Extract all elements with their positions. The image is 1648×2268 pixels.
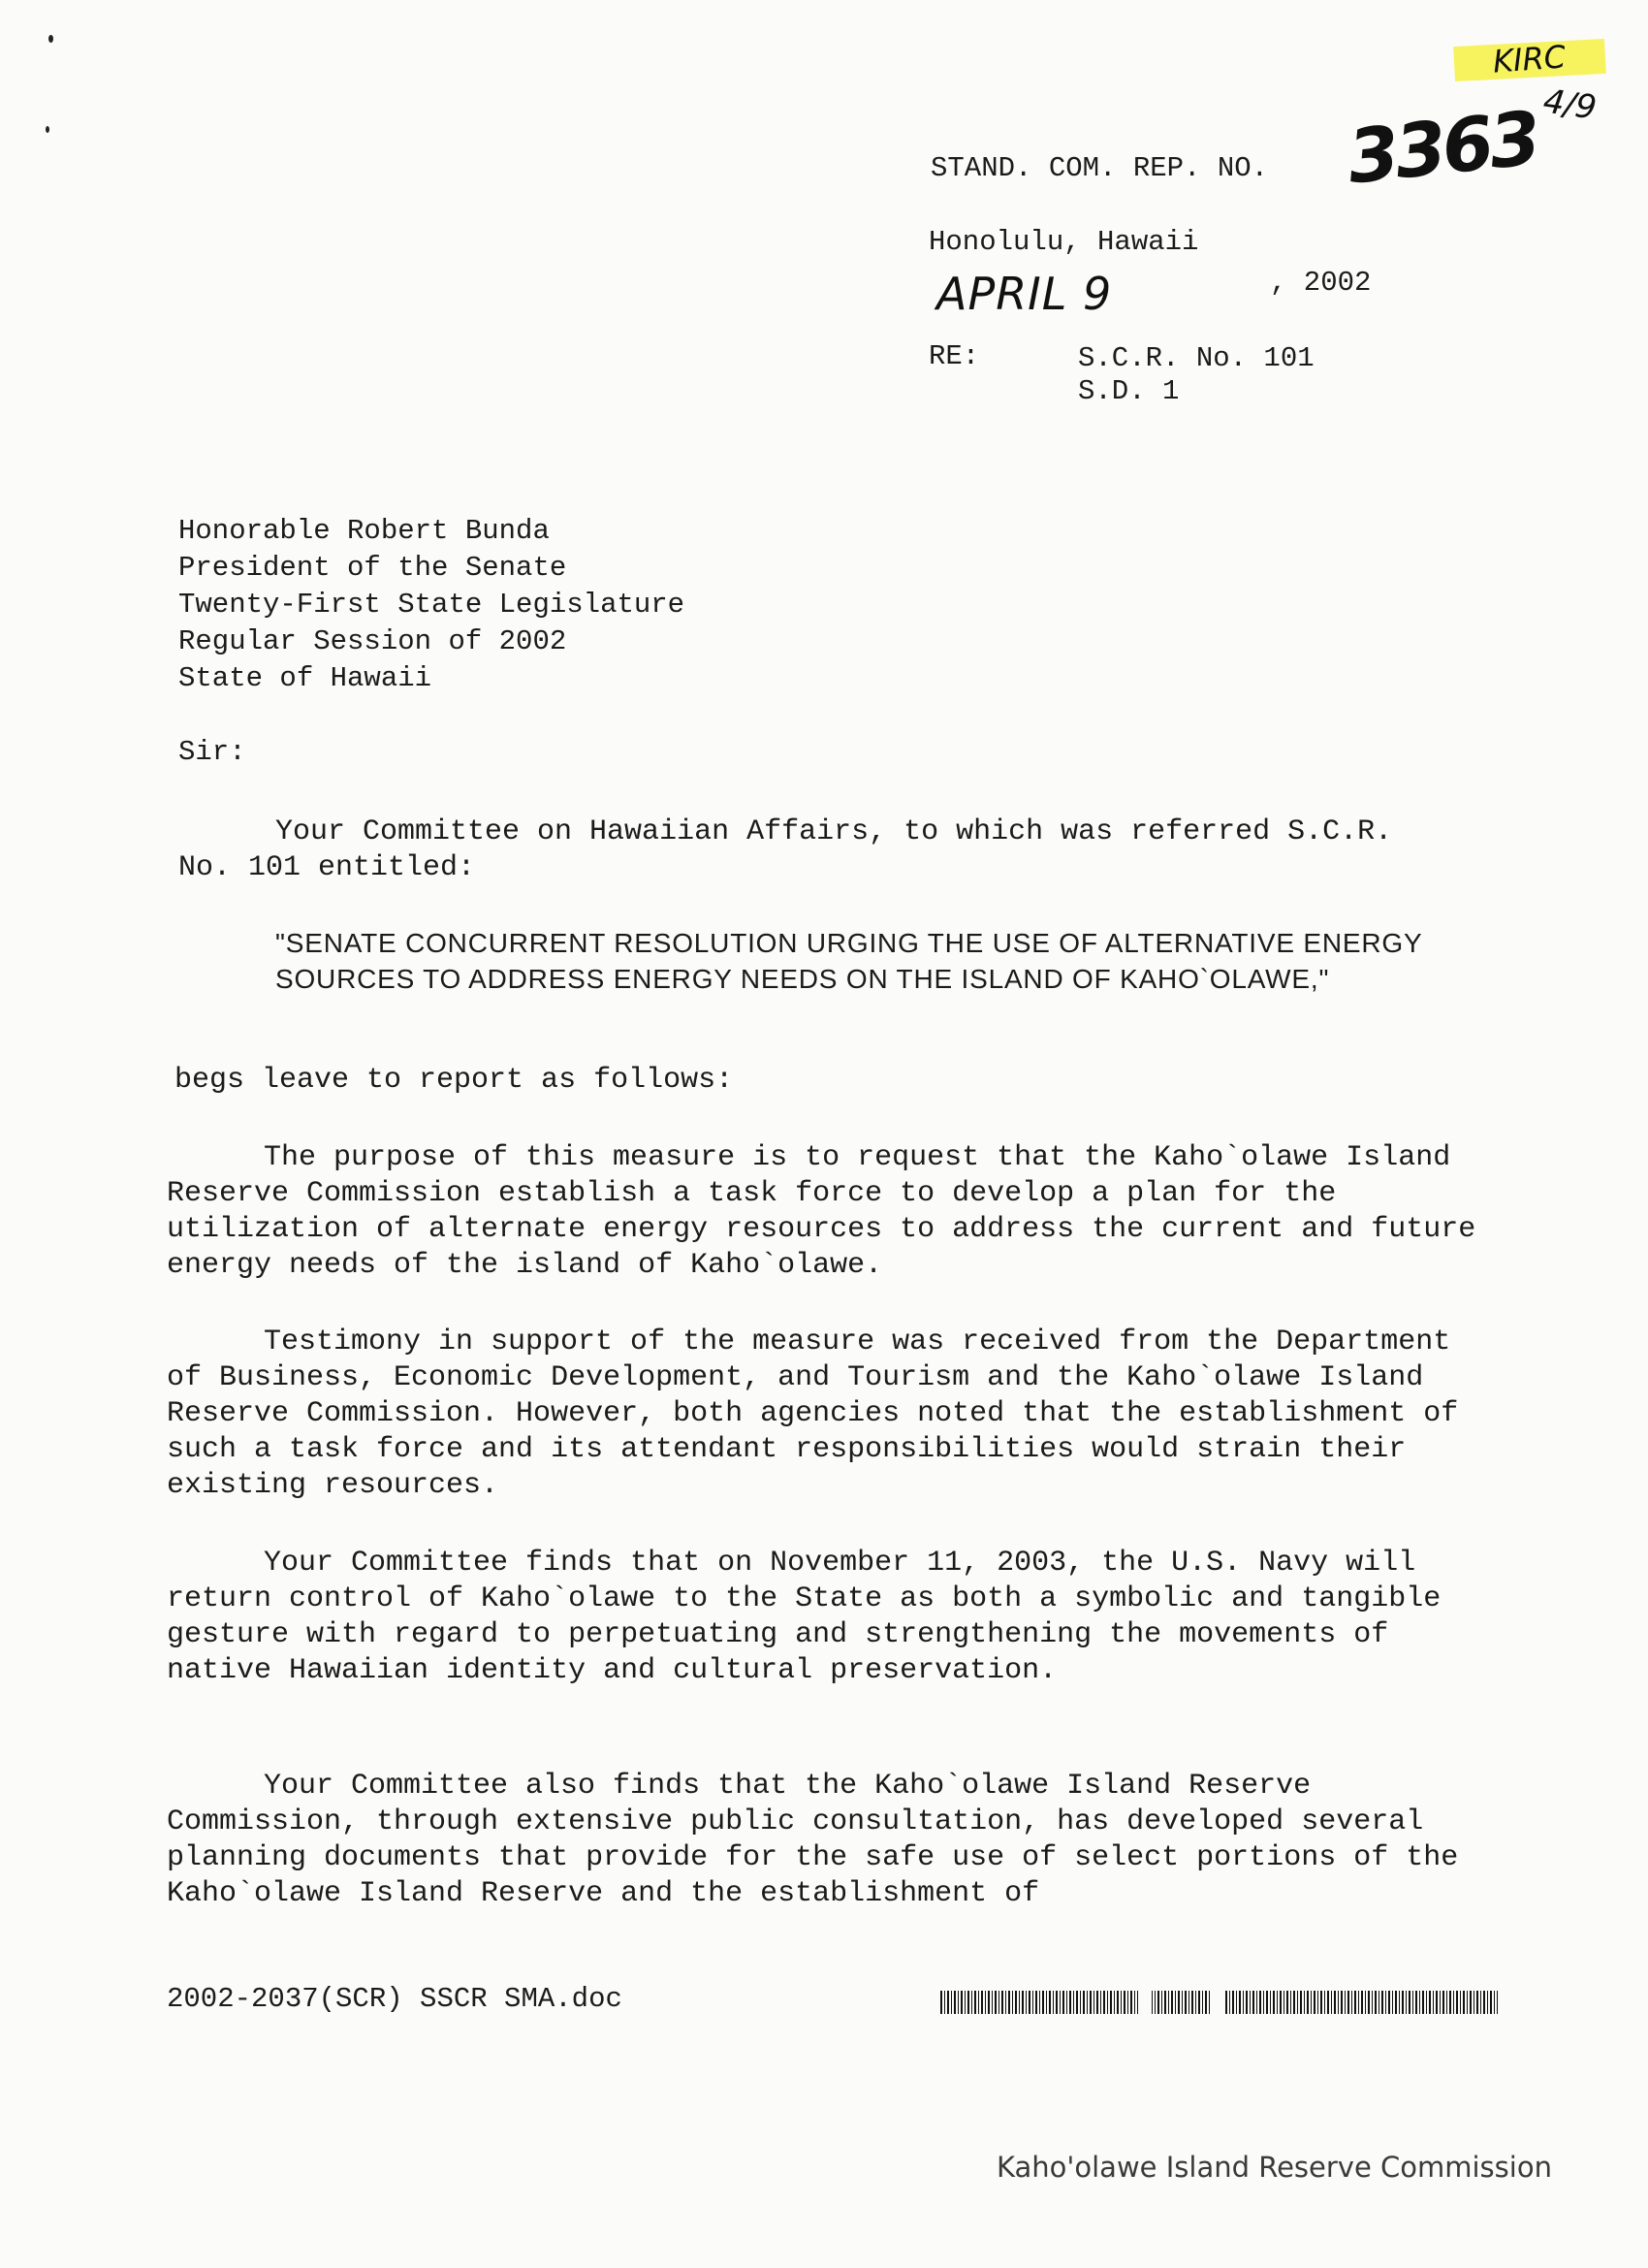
intro-text: Your Committee on Hawaiian Affairs, to which was referred S.C.R. No. 101 entitled: <box>178 815 1393 884</box>
addressee-line: Twenty-First State Legislature <box>178 589 685 621</box>
handwritten-report-number: 3363 <box>1344 94 1541 201</box>
addressee-line: State of Hawaii <box>178 662 432 694</box>
resolution-title: "SENATE CONCURRENT RESOLUTION URGING THE USE OF ALTERNATIVE ENERGY SOURCES TO ADDRESS ENERGY NEEDS ON THE ISLAND OF KAHO`OLAWE," <box>275 928 1422 994</box>
re-measure: S.C.R. No. 101 <box>1078 342 1315 374</box>
handwritten-date-fraction: 4/9 <box>1540 81 1600 128</box>
scan-speck <box>46 126 49 133</box>
also-finds-paragraph <box>167 1769 1485 1912</box>
begs-leave-line: begs leave to report as follows: <box>174 1064 734 1097</box>
scan-speck <box>48 35 53 43</box>
also-finds-text: Your Committee also finds that the Kaho`olawe Island Reserve Commission, through extensive public consultation, has developed several planning documents that provide for the safe use of select portions of the Kaho`olawe Island Reserve and the establishment of <box>167 1770 1459 1910</box>
testimony-paragraph <box>167 1325 1485 1504</box>
findings-text: Your Committee finds that on November 11, 2003, the U.S. Navy will return control of Kaho`olawe to the State as both a symbolic and tangible gesture with regard to perpetuating and strengthening the movements of native Hawaiian identity and cultural preservation. <box>167 1547 1442 1687</box>
re-label: RE: <box>929 340 980 372</box>
addressee-line: Honorable Robert Bunda <box>178 515 550 547</box>
findings-paragraph <box>167 1546 1485 1689</box>
re-draft: S.D. 1 <box>1078 375 1180 407</box>
addressee-line: President of the Senate <box>178 552 567 584</box>
barcode <box>940 1991 1498 2014</box>
handwritten-date: APRIL 9 <box>936 268 1113 320</box>
report-number-label: STAND. COM. REP. NO. <box>931 152 1269 184</box>
purpose-paragraph <box>167 1140 1485 1284</box>
intro-paragraph <box>178 815 1429 886</box>
document-id: 2002-2037(SCR) SSCR SMA.doc <box>167 1983 622 2015</box>
addressee-line: Regular Session of 2002 <box>178 625 567 657</box>
city-line: Honolulu, Hawaii <box>929 226 1199 258</box>
archive-credit: Kaho'olawe Island Reserve Commission <box>997 2151 1552 2184</box>
year-line: , 2002 <box>1270 267 1372 299</box>
testimony-text: Testimony in support of the measure was received from the Department of Business, Economic Development, and Tourism and the Kaho`olawe Island Reserve Commission. However, both agencies noted that the establishment of such a task force and its attendant responsibilities would strain their existing resources. <box>167 1326 1459 1502</box>
purpose-text: The purpose of this measure is to request that the Kaho`olawe Island Reserve Commission establish a task force to develop a plan for the utilization of alternate energy resources to address the current and future energy needs of the island of Kaho`olawe. <box>167 1141 1476 1282</box>
handwritten-tag: KIRC <box>1491 38 1568 80</box>
salutation: Sir: <box>178 736 246 768</box>
